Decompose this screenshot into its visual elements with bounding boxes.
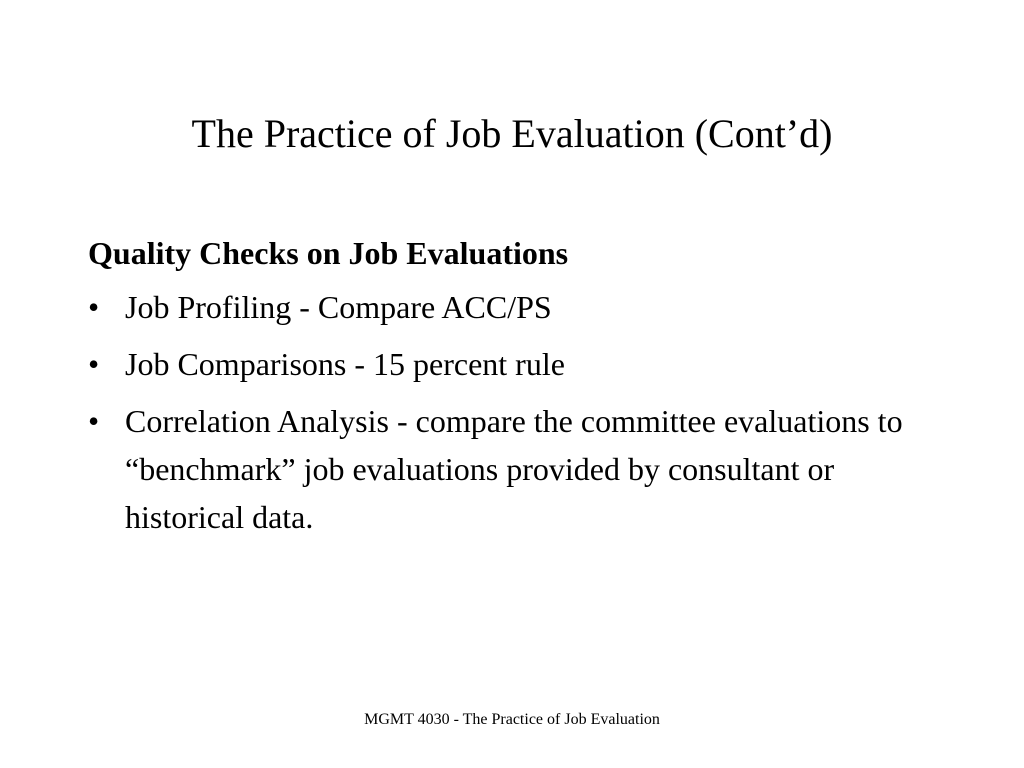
bullet-icon: •: [88, 346, 100, 382]
slide-body: [88, 227, 928, 550]
bullet-list: [88, 283, 928, 541]
bullet-item-correlation-analysis: [88, 397, 928, 541]
bullet-text: Correlation Analysis - compare the committee evaluations to “benchmark” job evaluations provided by consultant or historical data.: [125, 403, 903, 535]
bullet-item-job-comparisons: [88, 340, 928, 388]
slide-footer: MGMT 4030 - The Practice of Job Evaluation: [364, 711, 660, 728]
bullet-icon: •: [88, 289, 100, 325]
bullet-item-job-profiling: [88, 283, 928, 331]
bullet-text: Job Comparisons - 15 percent rule: [125, 346, 565, 382]
bullet-icon: •: [88, 403, 100, 439]
bullet-text: Job Profiling - Compare ACC/PS: [125, 289, 552, 325]
section-heading: Quality Checks on Job Evaluations: [88, 235, 569, 271]
slide-title: The Practice of Job Evaluation (Cont’d): [191, 111, 833, 156]
